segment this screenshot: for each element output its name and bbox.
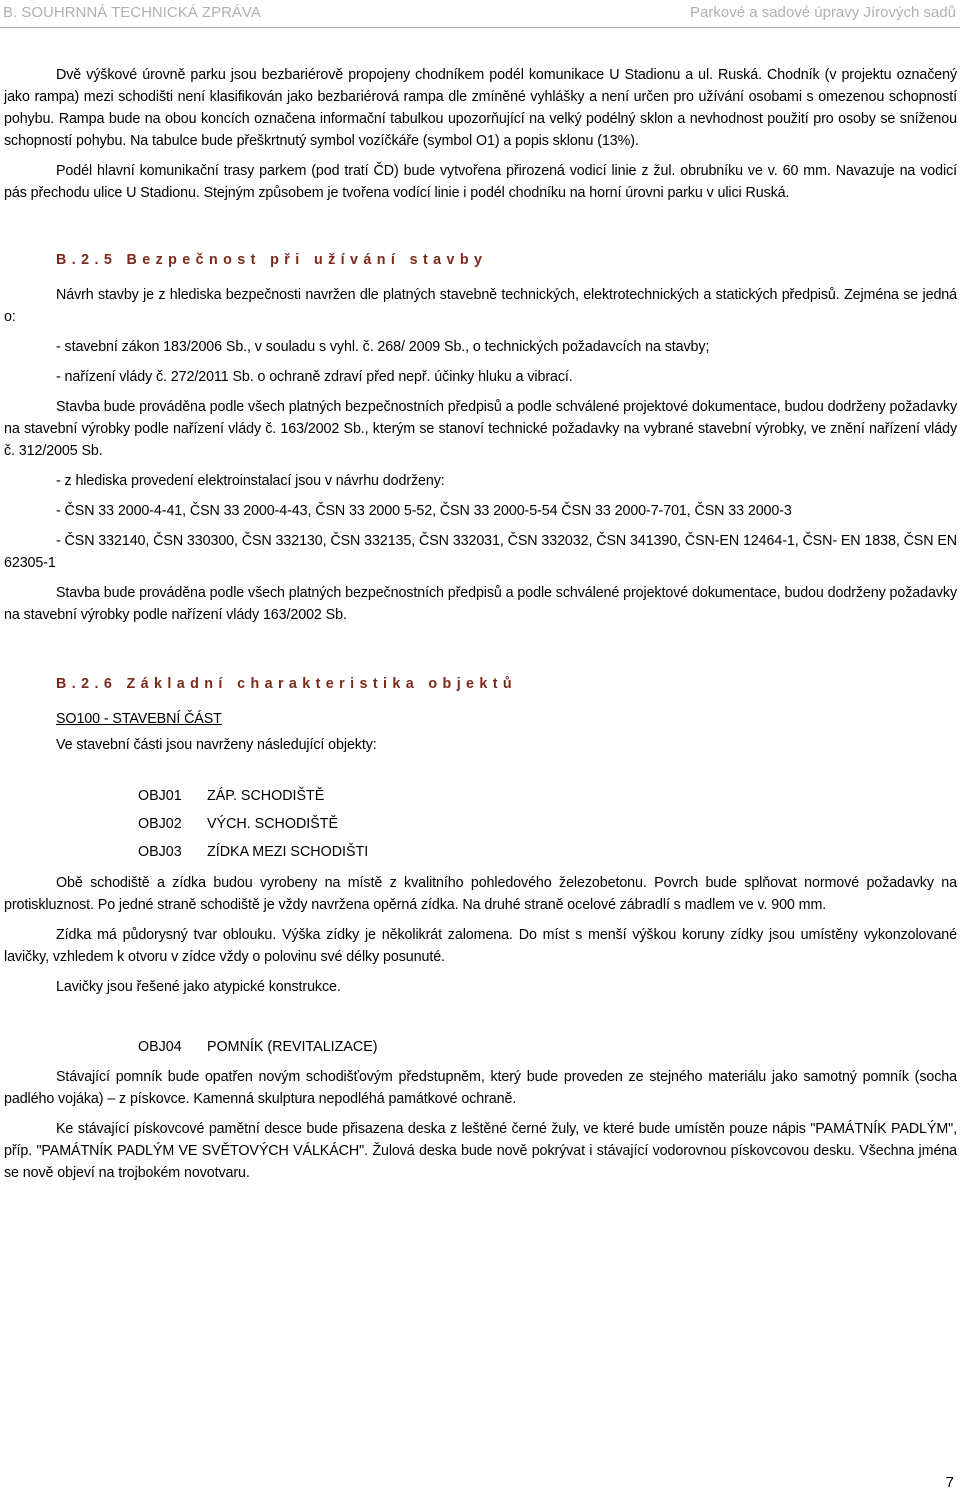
paragraph-stairs-description: Obě schodiště a zídka budou vyrobeny na místě z kvalitního pohledového železobetonu. Povrch bude splňovat normové požadavky na protiskluznost. Po jedné straně schodiště je vždy navržena opěrná zídka. Na druhé straně ocelové zábradlí s madlem ve v. 900 mm. bbox=[4, 875, 957, 913]
paragraph-benches: Lavičky jsou řešené jako atypické konstrukce. bbox=[56, 979, 341, 995]
list-item-electrical: - z hlediska provedení elektroinstalací jsou v návrhu dodrženy: bbox=[56, 473, 445, 489]
object-name: POMNÍK (REVITALIZACE) bbox=[207, 1039, 378, 1055]
header-project-title: Parkové a sadové úpravy Jírových sadů bbox=[690, 4, 956, 21]
list-item-government-decree: - nařízení vlády č. 272/2011 Sb. o ochraně zdraví před nepř. účinky hluku a vibrací. bbox=[56, 369, 573, 385]
object-name: VÝCH. SCHODIŠTĚ bbox=[207, 816, 339, 832]
paragraph-safety-regulations: Stavba bude prováděna podle všech platných bezpečnostních předpisů a podle schválené projektové dokumentace, budou dodrženy požadavky na stavební výrobky podle nařízení vlády č. 163/2002 Sb., kterým se stanoví technické požadavky na vybrané stavební výrobky, ve znění nařízení vlády č. 312/2005 Sb. bbox=[4, 399, 957, 459]
paragraph-memorial-plaque: Ke stávající pískovcové pamětní desce bude přisazena deska z leštěné černé žuly, ve které bude umístěn pouze nápis "PAMÁTNÍK PADLÝM", příp. "PAMÁTNÍK PADLÝM VE SVĚTOVÝCH VÁLKÁCH". Žulová deska bude nově pokrývat i stávající vodorovnou pískovcovou desku. Všechna jména se nově objeví na trojbokém novotvaru. bbox=[4, 1121, 957, 1181]
object-name: ZÁP. SCHODIŠTĚ bbox=[207, 788, 325, 804]
page-number: 7 bbox=[945, 1474, 954, 1491]
object-code: OBJ04 bbox=[138, 1039, 182, 1055]
document-body bbox=[4, 64, 957, 1192]
section-heading-b26: B.2.6 Základní charakteristika objektů bbox=[56, 676, 518, 692]
object-code: OBJ02 bbox=[138, 816, 182, 832]
table-row bbox=[138, 838, 368, 866]
object-code: OBJ01 bbox=[138, 788, 182, 804]
header-document-title: B. SOUHRNNÁ TECHNICKÁ ZPRÁVA bbox=[3, 4, 261, 21]
table-row bbox=[138, 782, 368, 810]
list-item-csn-standards-1: - ČSN 33 2000-4-41, ČSN 33 2000-4-43, ČSN 33 2000 5-52, ČSN 33 2000-5-54 ČSN 33 2000-7-701, ČSN 33 2000-3 bbox=[56, 503, 792, 519]
table-row bbox=[138, 810, 368, 838]
paragraph-csn-standards-2: - ČSN 332140, ČSN 330300, ČSN 332130, ČSN 332135, ČSN 332031, ČSN 332032, ČSN 341390, ČSN-EN 12464-1, ČSN- EN 1838, ČSN EN 62305-1 bbox=[4, 533, 957, 571]
paragraph-safety-intro: Návrh stavby je z hlediska bezpečnosti navržen dle platných stavebně technických, elektrotechnických a statických předpisů. Zejména se jedná o: bbox=[4, 287, 957, 325]
paragraph-objects-intro: Ve stavební části jsou navrženy následující objekty: bbox=[56, 737, 377, 753]
object-name: ZÍDKA MEZI SCHODIŠTI bbox=[207, 844, 369, 860]
list-item-building-law: - stavební zákon 183/2006 Sb., v souladu s vyhl. č. 268/ 2009 Sb., o technických požadavcích na stavby; bbox=[56, 339, 710, 355]
paragraph-monument-step: Stávající pomník bude opatřen novým schodišťovým předstupněm, který bude proveden ze stejného materiálu jako samotný pomník (socha padlého vojáka) – z pískovce. Kamenná skulptura nepodléhá památkové ochraně. bbox=[4, 1069, 957, 1107]
object-code: OBJ03 bbox=[138, 844, 182, 860]
section-heading-b25: B.2.5 Bezpečnost při užívání stavby bbox=[56, 252, 488, 268]
paragraph-wall-description: Zídka má půdorysný tvar oblouku. Výška zídky je několikrát zalomena. Do míst s menší výškou koruny zídky jsou umístěny vykonzolované lavičky, vzhledem k otvoru v zídce vždy o polovinu své délky posunuté. bbox=[4, 927, 957, 965]
paragraph-guide-line: Podél hlavní komunikační trasy parkem (pod tratí ČD) bude vytvořena přirozená vodicí linie z žul. obrubníku ve v. 60 mm. Navazuje na vodicí pás přechodu ulice U Stadionu. Stejným způsobem je tvořena vodící linie i podél chodníku na horní úrovni parku v ulici Ruská. bbox=[4, 163, 957, 201]
paragraph-safety-summary: Stavba bude prováděna podle všech platných bezpečnostních předpisů a podle schválené projektové dokumentace, budou dodrženy požadavky na stavební výrobky podle nařízení vlády 163/2002 Sb. bbox=[4, 585, 957, 623]
subheading-so100: SO100 - STAVEBNÍ ČÁST bbox=[56, 711, 222, 727]
objects-table bbox=[138, 782, 368, 866]
object-obj04 bbox=[138, 1036, 957, 1058]
paragraph-barrier-free: Dvě výškové úrovně parku jsou bezbariérově propojeny chodníkem podél komunikace U Stadionu a ul. Ruská. Chodník (v projektu označený jako rampa) mezi schodišti není klasifikován jako bezbariérová rampa dle zmíněné vyhlášky a není určen pro užívání osobami s omezenou schopností pohybu. Rampa bude na obou koncích označena informační tabulkou upozorňující na velký podélný sklon a nevhodnost použití pro osoby se sníženou schopností pohybu. Na tabulce bude přeškrtnutý symbol vozíčkáře (symbol O1) a popis sklonu (13%). bbox=[4, 67, 957, 149]
page-header bbox=[0, 0, 960, 28]
